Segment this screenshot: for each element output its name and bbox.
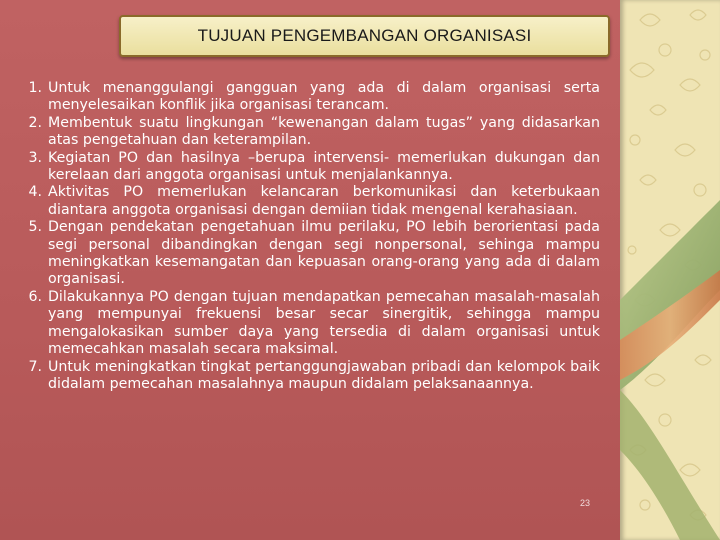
list-item	[0, 184, 600, 219]
item-number: 6.	[28, 288, 42, 305]
list-item	[0, 80, 600, 115]
page-number: 23	[580, 498, 591, 508]
item-number: 7.	[28, 358, 42, 375]
page-title: TUJUAN PENGEMBANGAN ORGANISASI	[197, 26, 532, 45]
list-item	[0, 115, 600, 150]
item-number: 5.	[28, 219, 42, 236]
item-number: 1.	[28, 80, 42, 96]
objectives-list	[0, 80, 600, 393]
floral-pattern-icon	[620, 0, 720, 540]
list-item	[0, 359, 600, 394]
item-text: Aktivitas PO memerlukan kelancaran berkomunikasi dan keterbukaan diantara anggota organisasi dengan demiian tidak mengenal kerahasiaan.	[48, 184, 600, 218]
list-item	[0, 289, 600, 359]
title-banner	[119, 15, 610, 57]
list-item	[0, 150, 600, 185]
decorative-side-panel	[620, 0, 720, 540]
item-number: 4.	[28, 184, 42, 201]
item-text: Membentuk suatu lingkungan “kewenangan dalam tugas” yang didasarkan atas pengetahuan dan keterampilan.	[48, 114, 600, 149]
item-text: Kegiatan PO dan hasilnya –berupa intervensi- memerlukan dukungan dan kerelaan dari anggota organisasi untuk menjalankannya.	[48, 149, 600, 184]
item-number: 2.	[28, 114, 42, 131]
item-text: Untuk meningkatkan tingkat pertanggungjawaban pribadi dan kelompok baik didalam pemecahan masalahnya maupun didalam pelaksanaannya.	[48, 358, 600, 392]
item-text: Untuk menanggulangi gangguan yang ada di dalam organisasi serta menyelesaikan konflik jika organisasi terancam.	[48, 80, 600, 114]
item-number: 3.	[28, 149, 42, 166]
list-item	[0, 219, 600, 289]
item-text: Dilakukannya PO dengan tujuan mendapatkan pemecahan masalah-masalah yang mempunyai frekuensi besar secar sinergitik, sehingga mampu mengalokasikan sumber daya yang tersedia di dalam organisasi untuk memecahkan masalah secara maksimal.	[48, 288, 600, 358]
item-text: Dengan pendekatan pengetahuan ilmu perilaku, PO lebih berorientasi pada segi personal dibandingkan dengan segi nonpersonal, sehinga mampu meningkatkan kesemangatan dan kepuasan orang-orang yang ada di dalam organisasi.	[48, 219, 600, 288]
